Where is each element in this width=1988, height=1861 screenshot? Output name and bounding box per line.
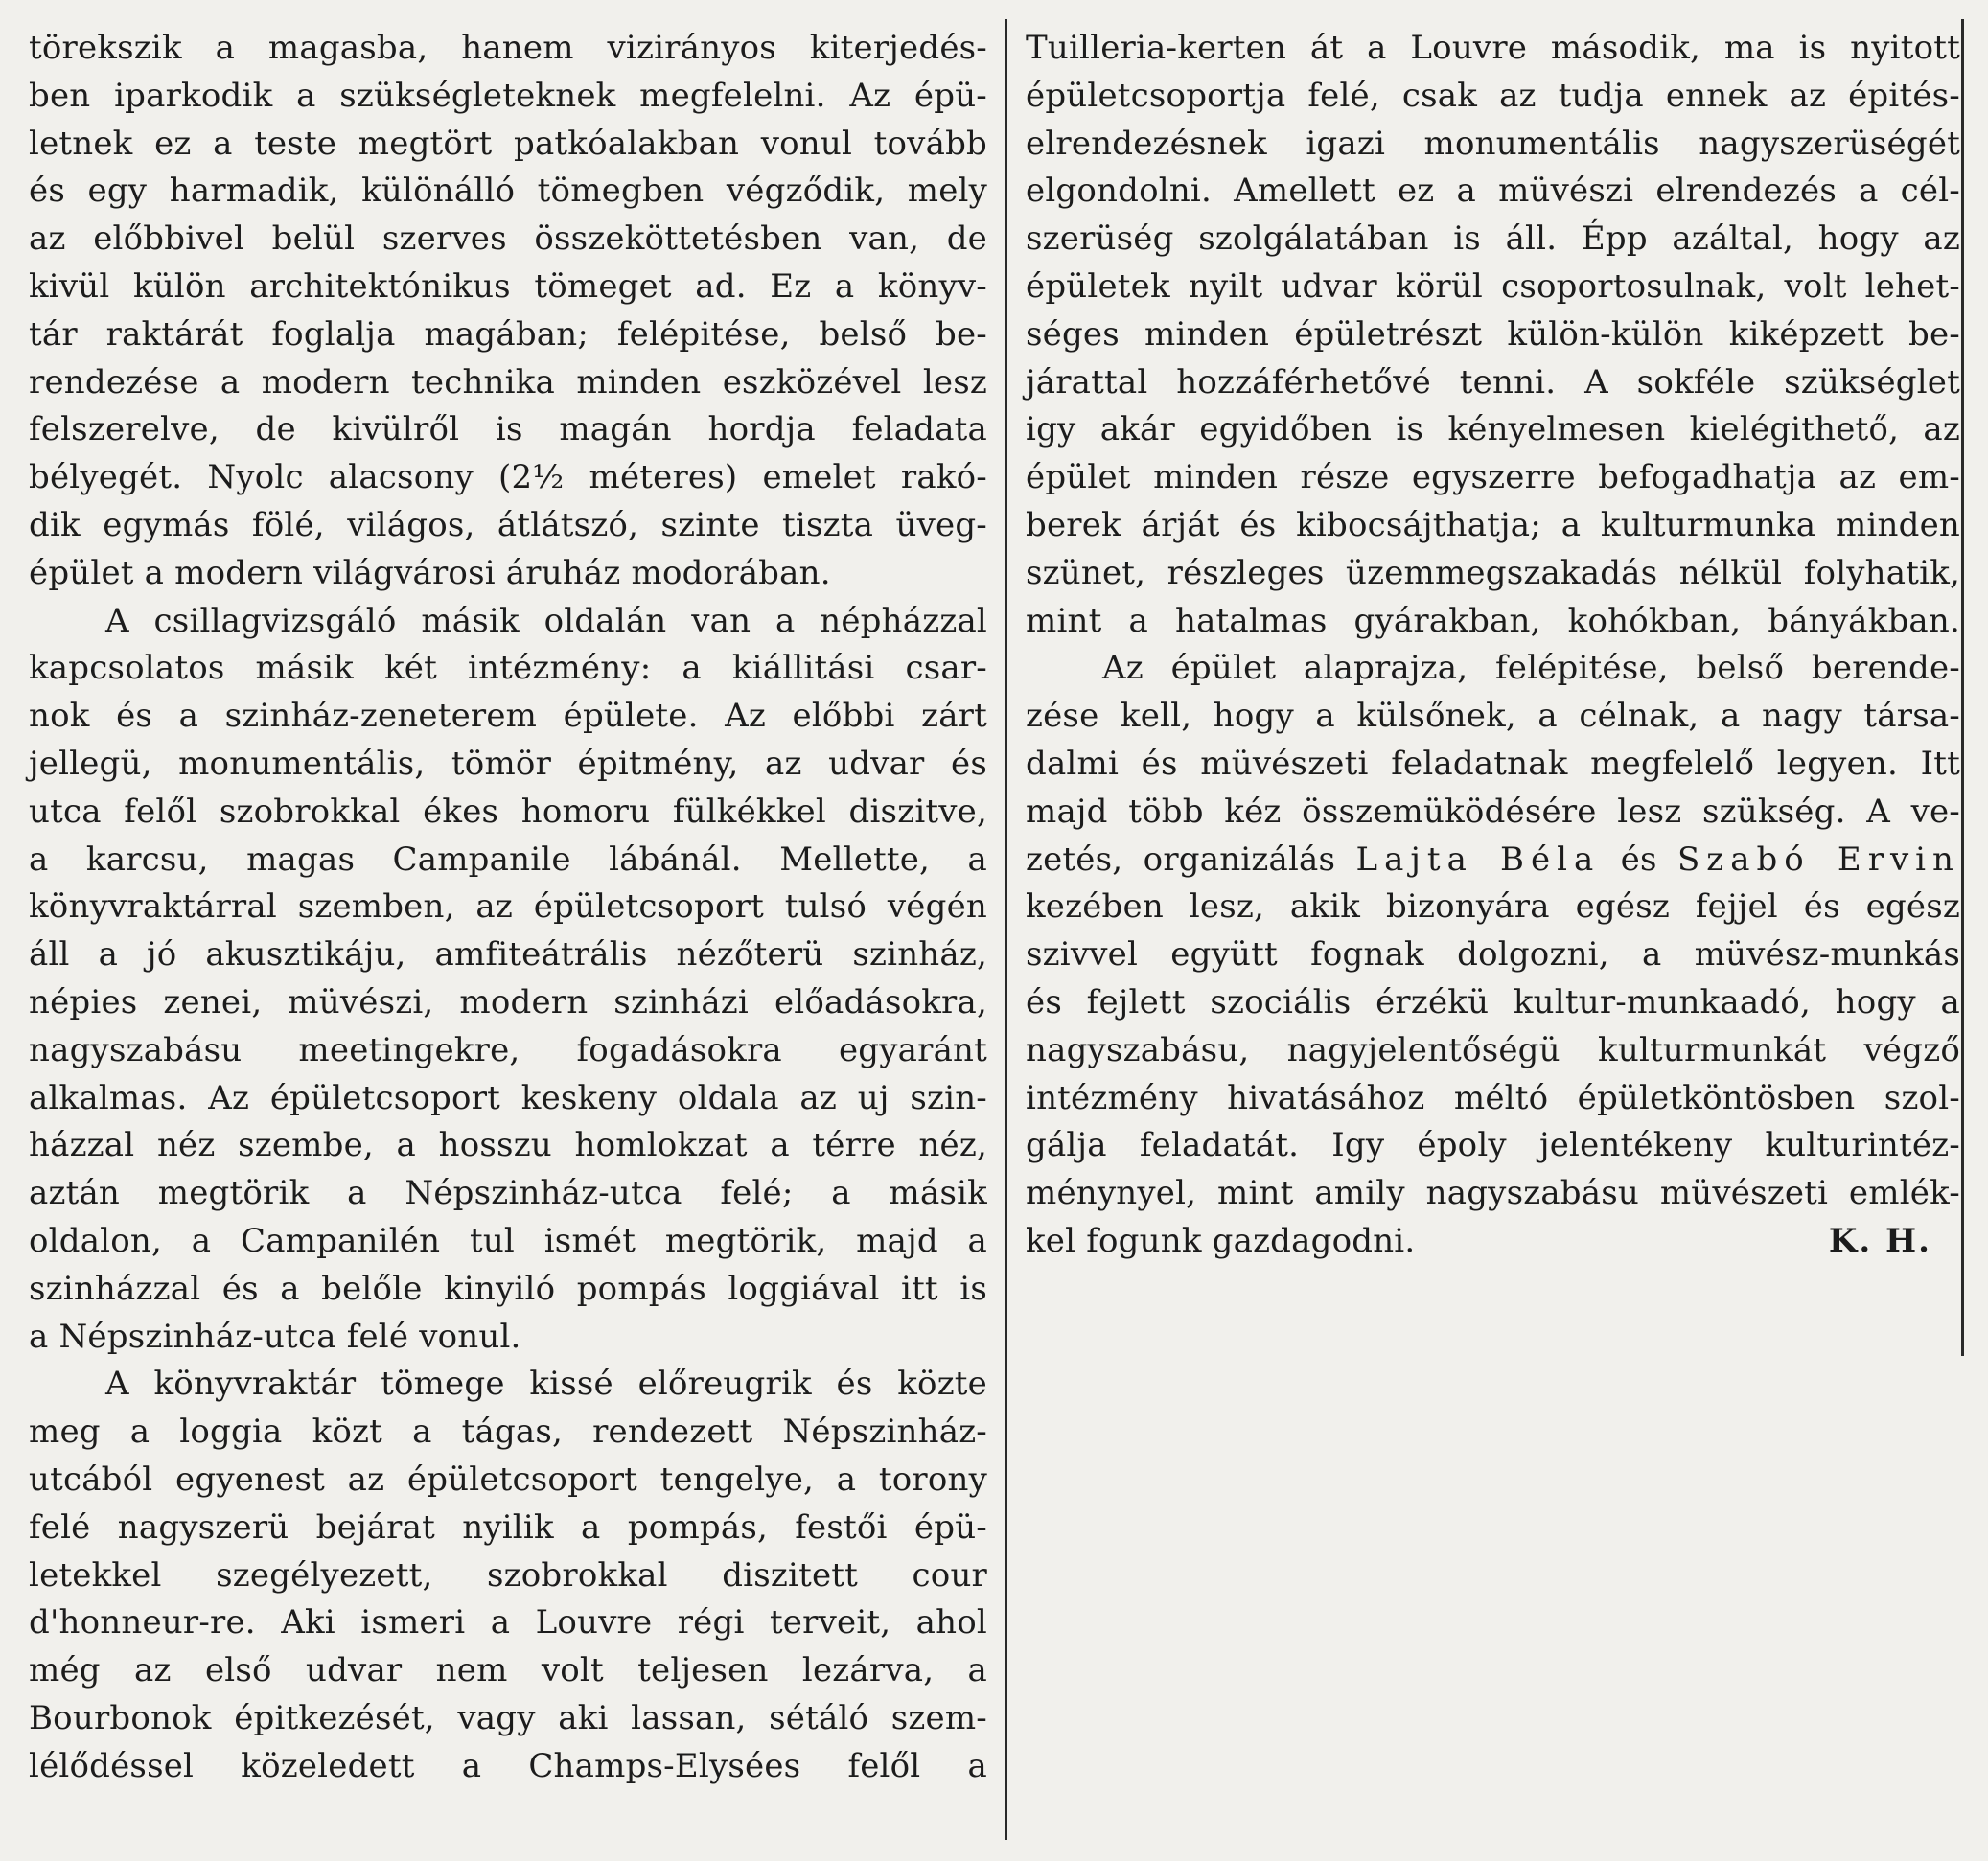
text-line: berek árját és kibocsájthatja; a kulturmunka minden [1026, 505, 1960, 544]
text-line: zése kell, hogy a külsőnek, a célnak, a nagy társa- [1026, 697, 1960, 736]
text-line: dalmi és müvészeti feladatnak megfelelő legyen. Itt [1026, 744, 1960, 783]
text-line: szinházzal és a belőle kinyiló pompás loggiával itt is [29, 1269, 987, 1308]
text-line: és fejlett szociális érzékü kultur-munkaadó, hogy a [1026, 982, 1960, 1022]
text-line: felszerelve, de kivülről is magán hordja feladata [29, 410, 987, 449]
text-line: lélődéssel közeledett a Champs-Elysées felől a [29, 1746, 987, 1785]
text-line: elgondolni. Amellett ez a müvészi elrendezés a cél- [1026, 172, 1960, 211]
paragraph [29, 25, 987, 598]
text-line: és egy harmadik, különálló tömegben végződik, mely [29, 172, 987, 211]
text-line: épületcsoportja felé, csak az tudja ennek az épités- [1026, 76, 1960, 115]
text-line: mint a hatalmas gyárakban, kohókban, bányákban. [1026, 601, 1960, 640]
column-divider [1005, 19, 1007, 1840]
text-line: nok és a szinház-zeneterem épülete. Az előbbi zárt [29, 697, 987, 736]
text-line: felé nagyszerü bejárat nyilik a pompás, festői épü- [29, 1507, 987, 1547]
text-line: törekszik a magasba, hanem vizirányos kiterjedés- [29, 29, 987, 67]
text-line: szivvel együtt fognak dolgozni, a müvész-munkás [1026, 935, 1960, 975]
text-line: népies zenei, müvészi, modern szinházi előadásokra, [29, 982, 987, 1022]
text-line: dik egymás fölé, világos, átlátszó, szinte tiszta üveg- [29, 505, 987, 544]
text-line: nagyszabásu meetingekre, fogadásokra egyaránt [29, 1030, 987, 1069]
text-line: nagyszabásu, nagyjelentőségü kulturmunkát végző [1026, 1030, 1960, 1069]
text-line: elrendezésnek igazi monumentális nagyszerüségét [1026, 124, 1960, 163]
text-line: könyvraktárral szemben, az épületcsoport tulsó végén [29, 887, 987, 927]
text-line: épületek nyilt udvar körül csoportosulnak, volt lehet- [1026, 266, 1960, 306]
text-line: kezében lesz, akik bizonyára egész fejjel és egész [1026, 887, 1960, 927]
person-name: Szabó Ervin [1677, 839, 1960, 879]
text-line: szünet, részleges üzemmegszakadás nélkül folyhatik, [1026, 553, 1960, 592]
text-line: letekkel szegélyezett, szobrokkal diszitett cour [29, 1555, 987, 1595]
text-line: épület minden része egyszerre befogadhatja az em- [1026, 458, 1960, 497]
text-line [1026, 1218, 1960, 1266]
text-line: járattal hozzáférhetővé tenni. A sokféle szükséglet [1026, 362, 1960, 402]
text-line: utca felől szobrokkal ékes homoru fülkékkel diszitve, [29, 792, 987, 831]
text-line: épület a modern világvárosi áruház modorában. [29, 553, 831, 592]
text-line: kapcsolatos másik két intézmény: a kiállitási csar- [29, 649, 987, 688]
text-line [1026, 837, 1960, 885]
text-line: tár raktárát foglalja magában; felépitése, belső be- [29, 314, 987, 354]
text-line: séges minden épületrészt külön-külön kiképzett be- [1026, 314, 1960, 354]
text-line: bélyegét. Nyolc alacsony (2½ méteres) emelet rakó- [29, 458, 987, 497]
text-line: áll a jó akusztikáju, amfiteátrális nézőterü szinház, [29, 935, 987, 975]
text-line: igy akár egyidőben is kényelmesen kielégithető, az [1026, 410, 1960, 449]
text-line: kivül külön architektónikus tömeget ad. Ez a könyv- [29, 266, 987, 306]
text-line: a Népszinház-utca felé vonul. [29, 1317, 521, 1356]
text-line: alkalmas. Az épületcsoport keskeny oldala az uj szin- [29, 1078, 987, 1117]
text-line: ben iparkodik a szükségleteknek megfelelni. Az épü- [29, 76, 987, 115]
paragraph [1026, 645, 1960, 1265]
author-signature: K. H. [1828, 1221, 1931, 1260]
text-line: Bourbonok épitkezését, vagy aki lassan, sétáló szem- [29, 1698, 987, 1737]
text-line: intézmény hivatásához méltó épületköntösben szol- [1026, 1078, 1960, 1117]
text-fragment: és [1620, 839, 1657, 879]
text-line: utcából egyenest az épületcsoport tengelye, a torony [29, 1459, 987, 1499]
text-line: Az épület alaprajza, felépitése, belső berende- [1102, 649, 1960, 688]
text-line: d'honneur-re. Aki ismeri a Louvre régi terveit, ahol [29, 1603, 987, 1643]
paragraph [29, 598, 987, 1362]
text-line: aztán megtörik a Népszinház-utca felé; a másik [29, 1174, 987, 1213]
text-line: még az első udvar nem volt teljesen lezárva, a [29, 1651, 987, 1690]
text-line: az előbbivel belül szerves összeköttetésben van, de [29, 219, 987, 259]
text-line: majd több kéz összemüködésére lesz szükség. A ve- [1026, 792, 1960, 831]
text-line: jellegü, monumentális, tömör épitmény, az udvar és [29, 744, 987, 783]
text-line: A könyvraktár tömege kissé előreugrik és közte [105, 1365, 987, 1404]
text-line: szerüség szolgálatában is áll. Épp azáltal, hogy az [1026, 219, 1960, 259]
text-line: oldalon, a Campanilén tul ismét megtörik, majd a [29, 1221, 987, 1260]
text-line: ménynyel, mint amily nagyszabásu müvészeti emlék- [1026, 1174, 1960, 1213]
text-fragment: zetés, organizálás [1026, 839, 1336, 879]
text-line: letnek ez a teste megtört patkóalakban vonul tovább [29, 124, 987, 163]
left-column [29, 25, 987, 1790]
text-line: rendezése a modern technika minden eszközével lesz [29, 362, 987, 402]
paragraph [29, 1361, 987, 1790]
right-column [1026, 25, 1960, 1266]
text-line: házzal néz szembe, a hosszu homlokzat a térre néz, [29, 1126, 987, 1165]
text-line: A csillagvizsgáló másik oldalán van a népházzal [105, 601, 987, 640]
text-line: meg a loggia közt a tágas, rendezett Népszinház- [29, 1413, 987, 1452]
paragraph [1026, 25, 1960, 645]
text-fragment: kel fogunk gazdagodni. [1026, 1221, 1416, 1260]
text-line: gálja feladatát. Igy époly jelentékeny kulturintéz- [1026, 1126, 1960, 1165]
text-line: a karcsu, magas Campanile lábánál. Mellette, a [29, 839, 987, 879]
text-line: Tuilleria-kerten át a Louvre második, ma is nyitott [1026, 29, 1960, 67]
right-edge-rule [1961, 19, 1964, 1356]
person-name: Lajta Béla [1355, 839, 1601, 879]
